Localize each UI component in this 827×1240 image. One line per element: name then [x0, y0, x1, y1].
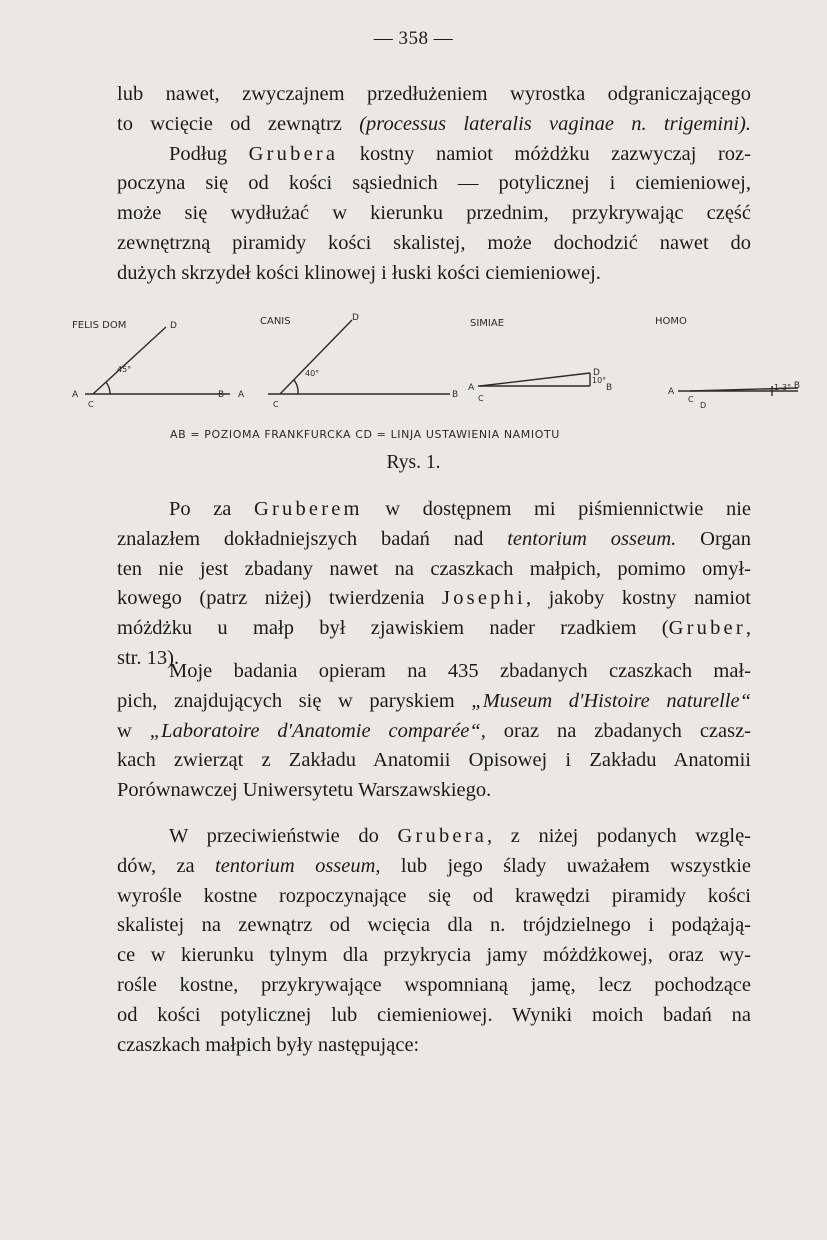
point-label: C: [88, 400, 94, 409]
point-label: B: [452, 390, 459, 400]
text-line: pich, znajdujących się w paryskiem „Museum d'Histoire naturelle“: [117, 689, 751, 712]
text-line: poczyna się od kości sąsiednich — potylicznej i ciemieniowej,: [117, 172, 751, 195]
text-line: str. 13).: [117, 646, 180, 669]
author-name: Josephi: [442, 587, 526, 610]
figure-legend: AB = POZIOMA FRANKFURCKA CD = LINJA USTAWIENIA NAMIOTU: [170, 428, 560, 441]
point-label: A: [468, 383, 475, 393]
paragraph-4: [117, 822, 751, 1060]
figure-caption: Rys. 1.: [386, 452, 441, 473]
point-label: B: [218, 390, 225, 400]
text-line: wyrośle kostne rozpoczynające się od krawędzi piramidy kości: [117, 884, 751, 907]
text-line: Po za Gruberem w dostępnem mi piśmiennictwie nie: [169, 498, 751, 520]
point-label: D: [352, 313, 359, 323]
text-line: rośle kostne, przykrywające wspomnianą jamę, lecz pochodzące: [117, 973, 751, 996]
panel-title: SIMIAE: [470, 318, 505, 329]
text-line: lub nawet, zwyczajnem przedłużeniem wyrostka odgraniczającego: [117, 83, 751, 105]
angle-label: 1-3°: [774, 383, 792, 392]
point-label: C: [688, 395, 694, 404]
text-line: kach zwierząt z Zakładu Anatomii Opisowej i Zakładu Anatomii: [117, 749, 751, 772]
angle-label: 45°: [117, 365, 132, 374]
text-line: Podług Grubera kostny namiot móżdżku zazwyczaj roz-: [169, 142, 751, 165]
text-line: W przeciwieństwie do Grubera, z niżej podanych wzglę-: [169, 825, 751, 847]
author-name: Grubera: [397, 825, 488, 847]
text-line: od kości potylicznej lub ciemieniowej. Wyniki moich badań na: [117, 1003, 751, 1026]
paragraph-3: [117, 657, 751, 806]
author-name: Grubera: [248, 142, 339, 165]
laboratory-name: „Laboratoire d'Anatomie comparée“,: [149, 719, 486, 742]
text-line: to wcięcie od zewnątrz (processus lateralis vaginae n. trigemini).: [117, 112, 751, 135]
text-line: znalazłem dokładniejszych badań nad tentorium osseum. Organ: [117, 527, 752, 550]
point-label: B: [793, 381, 800, 391]
point-label: A: [238, 390, 245, 400]
text-line: móżdżku u małp był zjawiskiem nader rzadkiem (Gruber,: [117, 617, 751, 640]
panel-title: CANIS: [260, 316, 291, 327]
latin-term: tentorium osseum.: [507, 527, 677, 550]
point-label: D: [700, 401, 707, 410]
text-line: ten nie jest zbadany nawet na czaszkach małpich, pomimo omył-: [117, 557, 751, 580]
museum-name: „Museum d'Histoire naturelle“: [471, 689, 751, 712]
point-label: A: [72, 390, 79, 400]
figure-tentorium-angles: [60, 300, 800, 450]
figure-labels: [60, 300, 800, 450]
paragraph-1: [117, 80, 751, 289]
text-line: dów, za tentorium osseum, lub jego ślady uważałem wszystkie: [117, 854, 752, 877]
point-label: D: [593, 368, 600, 378]
angle-label: 10°: [592, 376, 607, 385]
text-line: kowego (patrz niżej) twierdzenia Josephi, jakoby kostny namiot: [117, 587, 751, 610]
text-line: Porównawczej Uniwersytetu Warszawskiego.: [117, 779, 492, 802]
point-label: C: [478, 394, 484, 403]
page-number: — 358 —: [373, 28, 454, 49]
text-line: ce w kierunku tylnym dla przykrycia jamy móżdżkowej, oraz wy-: [117, 944, 751, 967]
point-label: D: [170, 321, 177, 331]
angle-label: 40°: [305, 369, 320, 378]
text-line: zewnętrzną piramidy kości skalistej, może dochodzić nawet do: [117, 231, 751, 254]
latin-term: tentorium osseum,: [215, 854, 381, 877]
text-line: może się wydłużać w kierunku przednim, przykrywając część: [117, 202, 751, 225]
text-line: dużych skrzydeł kości klinowej i łuski kości ciemieniowej.: [117, 261, 601, 284]
point-label: B: [606, 383, 613, 393]
author-name: Gruberem: [253, 498, 363, 520]
text-line: skalistej na zewnątrz od wcięcia dla n. trójdzielnego i podążają-: [117, 914, 751, 937]
paragraph-2: [117, 495, 751, 674]
latin-term: (processus lateralis vaginae n. trigemini).: [359, 112, 751, 135]
point-label: C: [273, 400, 279, 409]
text-line: czaszkach małpich były następujące:: [117, 1033, 420, 1056]
point-label: A: [668, 387, 675, 397]
text-line: w „Laboratoire d'Anatomie comparée“, oraz na zbadanych czasz-: [117, 719, 752, 742]
panel-title: HOMO: [655, 316, 687, 327]
author-name: Gruber: [668, 617, 746, 640]
text-line: Moje badania opieram na 435 zbadanych czaszkach mał-: [169, 660, 751, 682]
panel-title: FELIS DOM: [72, 320, 127, 331]
